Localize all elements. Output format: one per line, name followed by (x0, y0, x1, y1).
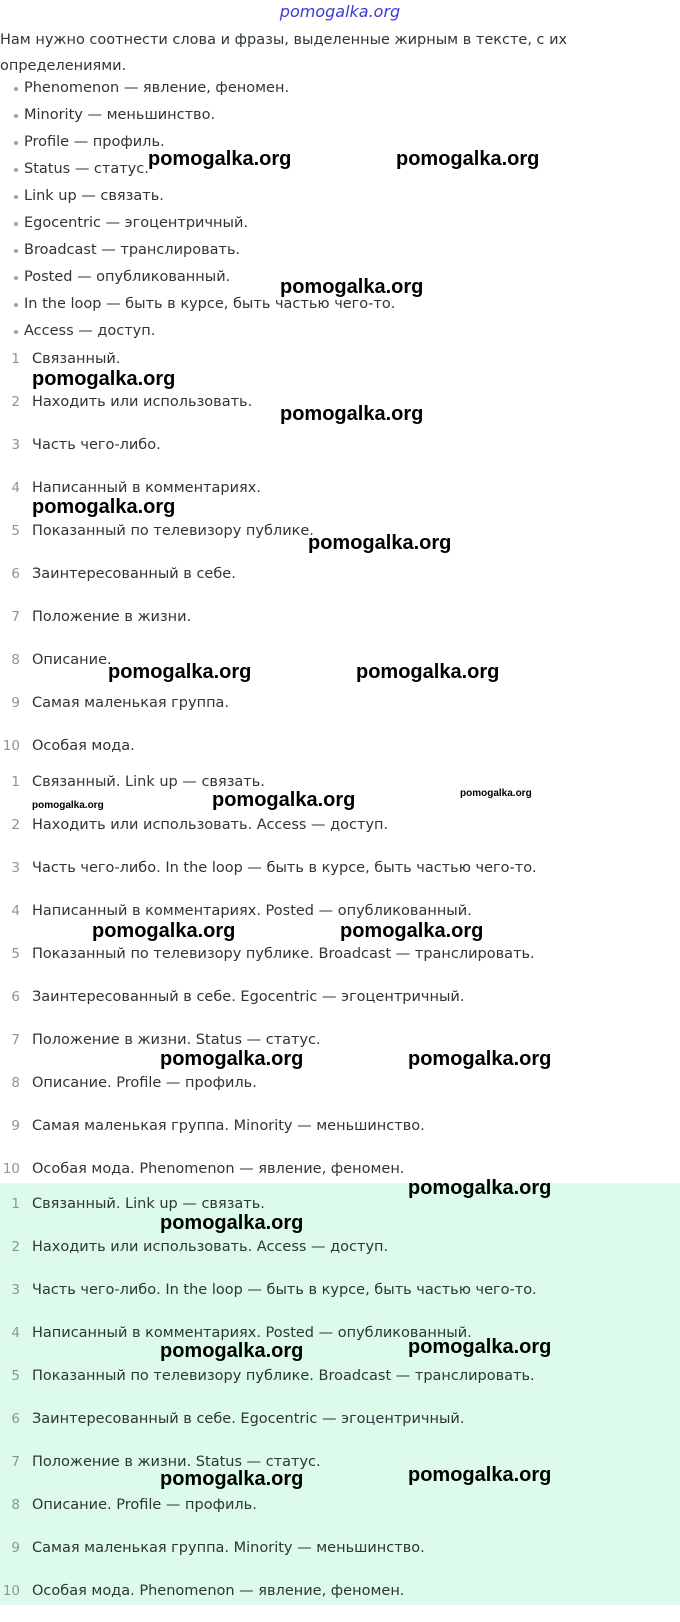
item-text: Положение в жизни. Status — статус. (32, 1454, 321, 1470)
bullet-dot-icon (14, 249, 18, 253)
watermark: pomogalka.org (408, 1336, 552, 1358)
item-number: 1 (11, 1196, 20, 1212)
item-text: Самая маленькая группа. (32, 695, 230, 711)
bullet-dot-icon (14, 168, 18, 172)
item-text: Заинтересованный в себе. (32, 566, 236, 582)
item-number: 9 (11, 695, 20, 711)
bullet-dot-icon (14, 114, 18, 118)
item-number: 7 (11, 609, 20, 625)
item-text: Написанный в комментариях. (32, 480, 261, 496)
word-item (0, 318, 395, 345)
watermark: pomogalka.org (148, 148, 292, 170)
item-number: 8 (11, 652, 20, 668)
item-text: Показанный по телевизору публике. Broadcast — транслировать. (32, 1368, 535, 1384)
intro-text: Нам нужно соотнести слова и фразы, выделенные жирным в тексте, с их определениями. (0, 32, 568, 74)
item-number: 10 (2, 1161, 20, 1177)
item-number: 6 (11, 1411, 20, 1427)
item-number: 7 (11, 1454, 20, 1470)
item-number: 6 (11, 989, 20, 1005)
word-item (0, 237, 395, 264)
item-number: 2 (11, 394, 20, 410)
item-number: 7 (11, 1032, 20, 1048)
item-number: 8 (11, 1075, 20, 1091)
item-text: Заинтересованный в себе. Egocentric — эгоцентричный. (32, 1411, 465, 1427)
bullet-dot-icon (14, 195, 18, 199)
item-number: 2 (11, 817, 20, 833)
item-number: 3 (11, 1282, 20, 1298)
watermark: pomogalka.org (408, 1048, 552, 1070)
item-text: Часть чего-либо. In the loop — быть в курсе, быть частью чего-то. (32, 860, 537, 876)
watermark: pomogalka.org (340, 920, 484, 942)
item-text: Написанный в комментариях. Posted — опубликованный. (32, 903, 472, 919)
item-text: Связанный. (32, 351, 121, 367)
word-item (0, 102, 395, 129)
bullet-dot-icon (14, 222, 18, 226)
item-number: 4 (11, 480, 20, 496)
word-text: Phenomenon — явление, феномен. (24, 80, 290, 96)
bullet-dot-icon (14, 276, 18, 280)
word-text: In the loop — быть в курсе, быть частью чего-то. (24, 296, 396, 312)
word-text: Profile — профиль. (24, 134, 165, 150)
word-text: Access — доступ. (24, 323, 156, 339)
watermark: pomogalka.org (460, 788, 532, 799)
item-number: 8 (11, 1497, 20, 1513)
watermark: pomogalka.org (108, 661, 252, 683)
bullet-dot-icon (14, 330, 18, 334)
item-number: 10 (2, 738, 20, 754)
watermark: pomogalka.org (408, 1177, 552, 1199)
watermark: pomogalka.org (408, 1464, 552, 1486)
item-text: Часть чего-либо. (32, 437, 161, 453)
watermark: pomogalka.org (308, 532, 452, 554)
item-number: 4 (11, 1325, 20, 1341)
item-text: Положение в жизни. (32, 609, 192, 625)
item-number: 6 (11, 566, 20, 582)
word-item (0, 183, 395, 210)
bullet-dot-icon (14, 141, 18, 145)
word-text: Link up — связать. (24, 188, 164, 204)
item-text: Особая мода. (32, 738, 135, 754)
item-number: 1 (11, 351, 20, 367)
word-text: Posted — опубликованный. (24, 269, 231, 285)
bullet-dot-icon (14, 87, 18, 91)
site-header (0, 0, 680, 24)
word-text: Status — статус. (24, 161, 149, 177)
word-text: Minority — меньшинство. (24, 107, 216, 123)
item-text: Самая маленькая группа. Minority — меньшинство. (32, 1540, 425, 1556)
item-number: 9 (11, 1540, 20, 1556)
item-text: Описание. Profile — профиль. (32, 1075, 257, 1091)
item-text: Показанный по телевизору публике. (32, 523, 314, 539)
item-text: Описание. Profile — профиль. (32, 1497, 257, 1513)
item-text: Находить или использовать. Access — доступ. (32, 1239, 389, 1255)
item-text: Показанный по телевизору публике. Broadcast — транслировать. (32, 946, 535, 962)
item-number: 10 (2, 1583, 20, 1599)
word-text: Broadcast — транслировать. (24, 242, 241, 258)
site-logo-link[interactable]: pomogalka.org (279, 2, 401, 21)
item-text: Особая мода. Phenomenon — явление, феномен. (32, 1583, 405, 1599)
watermark: pomogalka.org (356, 661, 500, 683)
item-number: 4 (11, 903, 20, 919)
watermark: pomogalka.org (160, 1468, 304, 1490)
item-text: Самая маленькая группа. Minority — меньшинство. (32, 1118, 425, 1134)
item-number: 5 (11, 523, 20, 539)
item-text: Связанный. Link up — связать. (32, 1196, 265, 1212)
watermark: pomogalka.org (32, 496, 176, 518)
item-text: Заинтересованный в себе. Egocentric — эгоцентричный. (32, 989, 465, 1005)
watermark: pomogalka.org (160, 1212, 304, 1234)
item-text: Положение в жизни. Status — статус. (32, 1032, 321, 1048)
watermark: pomogalka.org (92, 920, 236, 942)
item-text: Находить или использовать. (32, 394, 253, 410)
watermark: pomogalka.org (160, 1340, 304, 1362)
item-number: 3 (11, 437, 20, 453)
bullet-dot-icon (14, 303, 18, 307)
item-number: 5 (11, 946, 20, 962)
item-text: Находить или использовать. Access — доступ. (32, 817, 389, 833)
item-text: Связанный. Link up — связать. (32, 774, 265, 790)
item-number: 9 (11, 1118, 20, 1134)
word-list (0, 75, 395, 345)
watermark: pomogalka.org (280, 403, 424, 425)
word-text: Egocentric — эгоцентричный. (24, 215, 249, 231)
watermark: pomogalka.org (212, 789, 356, 811)
item-number: 3 (11, 860, 20, 876)
item-text: Написанный в комментариях. Posted — опубликованный. (32, 1325, 472, 1341)
item-number: 2 (11, 1239, 20, 1255)
watermark: pomogalka.org (32, 800, 104, 811)
watermark: pomogalka.org (396, 148, 540, 170)
item-text: Описание. (32, 652, 112, 668)
item-text: Часть чего-либо. In the loop — быть в курсе, быть частью чего-то. (32, 1282, 537, 1298)
watermark: pomogalka.org (32, 368, 176, 390)
item-number: 1 (11, 774, 20, 790)
watermark: pomogalka.org (280, 276, 424, 298)
word-item (0, 75, 395, 102)
word-item (0, 210, 395, 237)
item-number: 5 (11, 1368, 20, 1384)
item-text: Особая мода. Phenomenon — явление, феномен. (32, 1161, 405, 1177)
watermark: pomogalka.org (160, 1048, 304, 1070)
